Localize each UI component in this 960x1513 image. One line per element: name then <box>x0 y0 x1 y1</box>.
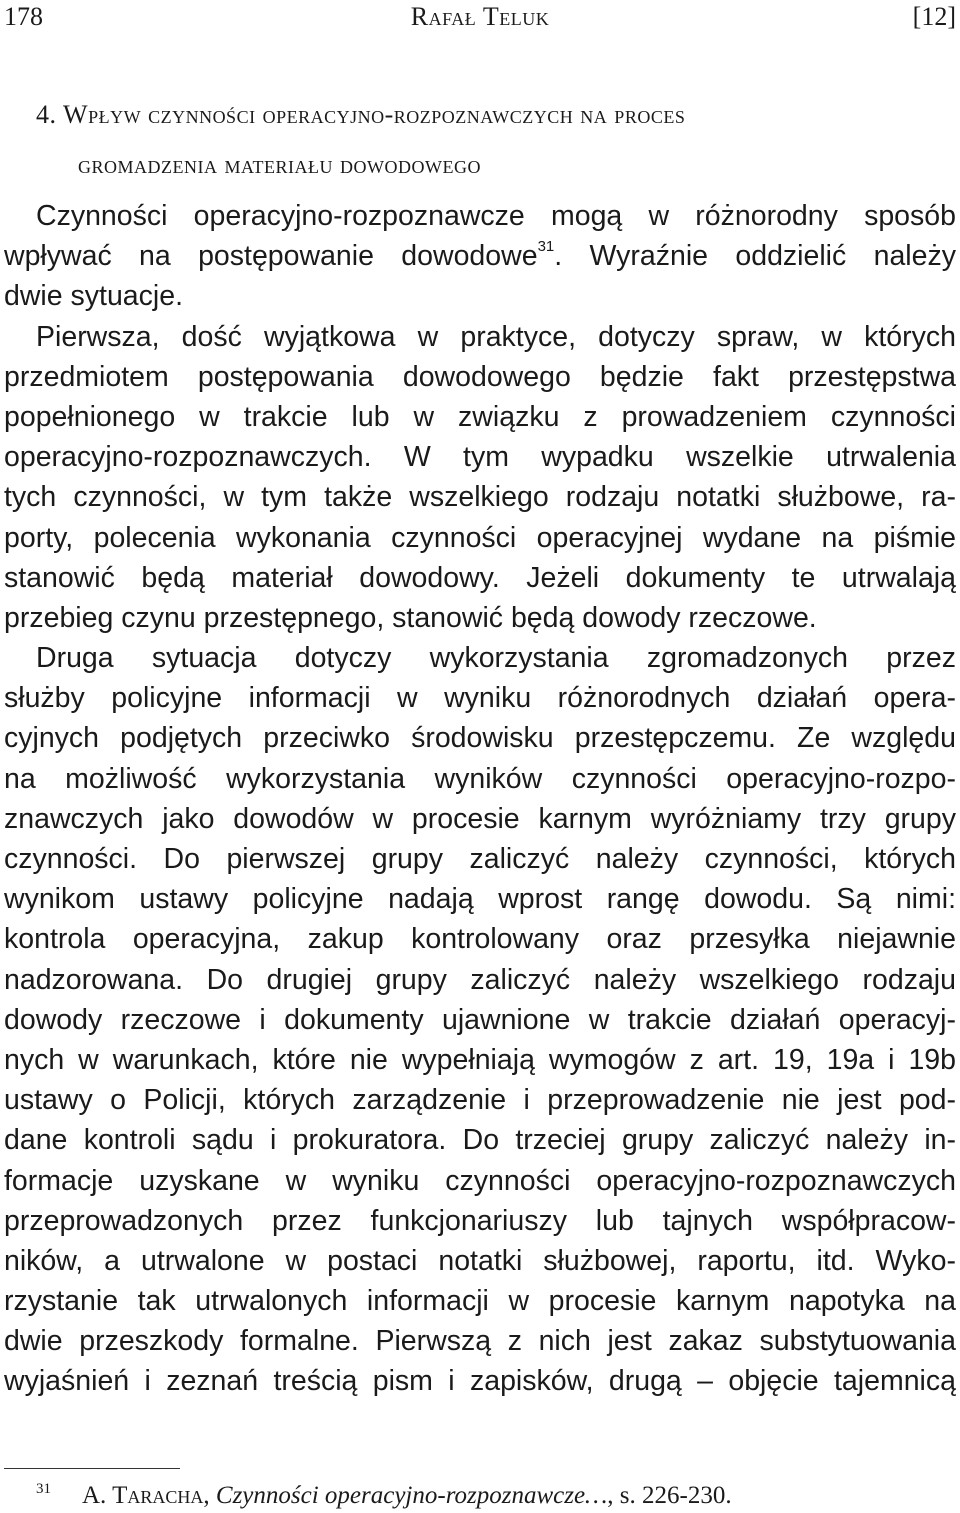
footnote-title: Czynności operacyjno-rozpoznawcze… <box>215 1482 608 1509</box>
body-text <box>4 196 956 1402</box>
footnote-pages: , s. 226-230. <box>607 1482 732 1509</box>
text-line: wyjaśnień i zeznań treścią pism i zapisków, drugą – objęcie tajemnicą <box>4 1365 956 1398</box>
text-line: Czynności operacyjno-rozpoznawcze mogą w różnorodny sposób <box>36 200 956 232</box>
text-line: ników, a utrwalone w postaci notatki służbowej, raportu, itd. Wyko- <box>4 1244 956 1277</box>
footnote-author: A. Taracha <box>82 1482 204 1509</box>
text-line: nych w warunkach, które nie wypełniają wymogów z art. 19, 19a i 19b <box>4 1043 956 1076</box>
text-line: Druga sytuacja dotyczy wykorzystania zgromadzonych przez <box>36 642 956 675</box>
text-fragment: wpływać na postępowanie dowodowe <box>4 240 538 273</box>
page-number: 178 <box>4 2 43 31</box>
text-line: na możliwość wykorzystania wyników czynności operacyjno-rozpo- <box>4 762 956 795</box>
running-header-author: Rafał Teluk <box>410 2 550 31</box>
text-line <box>4 236 956 276</box>
text-line: dane kontroli sądu i prokuratora. Do trzeciej grupy zaliczyć należy in- <box>4 1124 956 1157</box>
section-heading-line: gromadzenia materiału dowodowego <box>78 150 481 179</box>
section-heading-line: 4. Wpływ czynności operacyjno-rozpoznawczych na proces <box>36 100 686 129</box>
text-line: służby policyjne informacji w wyniku różnorodnych działań opera- <box>4 682 956 715</box>
text-line: tych czynności, w tym także wszelkiego rodzaju notatki służbowe, ra- <box>4 481 956 514</box>
text-line: dwie sytuacje. <box>4 280 184 313</box>
text-line: przeprowadzonych przez funkcjonariuszy lub tajnych współpracow- <box>4 1204 956 1237</box>
running-header <box>4 2 956 42</box>
text-fragment: . Wyraźnie oddzielić należy <box>554 240 956 273</box>
text-line: kontrola operacyjna, zakup kontrolowany oraz przesyłka niejawnie <box>4 923 956 956</box>
text-line: operacyjno-rozpoznawczych. W tym wypadku wszelkie utrwalenia <box>4 441 956 474</box>
text-line: Pierwsza, dość wyjątkowa w praktyce, dotyczy spraw, w których <box>36 320 956 353</box>
text-line: cyjnych podjętych przeciwko środowisku przestępczemu. Ze względu <box>4 722 956 755</box>
text-line: rzystanie tak utrwalonych informacji w procesie karnym napotyka na <box>4 1285 956 1318</box>
text-line: przedmiotem postępowania dowodowego będzie fakt przestępstwa <box>4 360 956 393</box>
footnote <box>4 1472 956 1513</box>
footnote-number: 31 <box>36 1481 51 1497</box>
text-line: wynikom ustawy policyjne nadają wprost rangę dowodu. Są nimi: <box>4 883 956 916</box>
footnote-reference: 31 <box>537 238 555 256</box>
text-line: formacje uzyskane w wyniku czynności operacyjno-rozpoznawczych <box>4 1164 956 1197</box>
text-line: znawczych jako dowodów w procesie karnym wyróżniamy trzy grupy <box>4 802 956 835</box>
footnote-divider <box>4 1468 180 1469</box>
text-line: porty, polecenia wykonania czynności operacyjnej wydane na piśmie <box>4 521 956 554</box>
section-heading <box>36 90 956 190</box>
text-line: stanowić będą materiał dowodowy. Jeżeli dokumenty te utrwalają <box>4 561 956 594</box>
text-line: przebieg czynu przestępnego, stanowić będą dowody rzeczowe. <box>4 601 817 634</box>
text-line: nadzorowana. Do drugiej grupy zaliczyć należy wszelkiego rodzaju <box>4 963 956 996</box>
text-line: dowody rzeczowe i dokumenty ujawnione w trakcie działań operacyj- <box>4 1003 956 1036</box>
chapter-marker: [12] <box>912 2 956 31</box>
text-line: dwie przeszkody formalne. Pierwszą z nich jest zakaz substytuowania <box>4 1325 956 1358</box>
text-line: czynności. Do pierwszej grupy zaliczyć należy czynności, których <box>4 843 956 875</box>
text-line: popełnionego w trakcie lub w związku z prowadzeniem czynności <box>4 400 956 433</box>
text-line: ustawy o Policji, których zarządzenie i przeprowadzenie nie jest pod- <box>4 1084 956 1117</box>
footnote-separator: , <box>203 1482 216 1509</box>
